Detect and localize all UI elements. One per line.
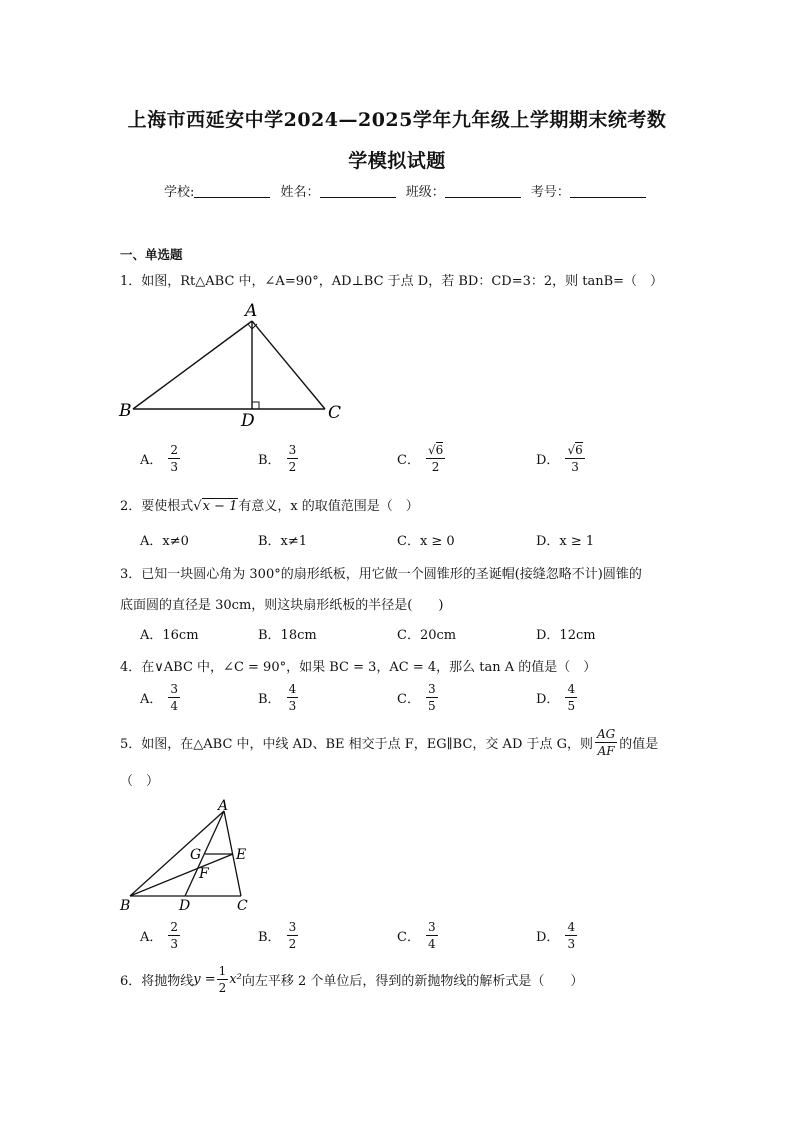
- question-2-stem: 2．要使根式 √ x − 1 有意义，x 的取值范围是（ ）: [120, 499, 419, 514]
- q4-option-b[interactable]: B． $\frac{4}{3}$: [258, 682, 297, 713]
- question-1-stem: 1．如图，Rt△ABC 中，∠A=90°，AD⊥BC 于点 D，若 BD：CD=3：2，则 tanB=（ ）: [120, 274, 664, 289]
- student-info-row: [164, 181, 652, 200]
- q3-option-b[interactable]: B．18cm: [258, 628, 317, 643]
- q1-option-b[interactable]: B． $\frac{3}{2}$: [258, 443, 297, 474]
- q3-option-d[interactable]: D．12cm: [536, 628, 596, 643]
- q1-label-D: D: [241, 411, 255, 428]
- q5-label-D: D: [179, 898, 191, 914]
- q5-triangle-figure: [115, 798, 265, 916]
- name-blank[interactable]: [320, 185, 396, 198]
- q5-option-c[interactable]: C． $\frac{3}{4}$: [397, 920, 436, 951]
- q2-option-c[interactable]: C．x ≥ 0: [397, 534, 455, 549]
- q5-option-a[interactable]: A． $\frac{2}{3}$: [140, 920, 179, 951]
- exam-number-blank[interactable]: [570, 185, 646, 198]
- q5-label-C: C: [237, 898, 248, 914]
- exam-number-label: 考号：: [530, 185, 570, 200]
- q1-label-C: C: [328, 403, 342, 423]
- q1-option-d[interactable]: D． $\frac{√6}{3}$: [536, 443, 583, 474]
- q1-option-a[interactable]: A． $\frac{2}{3}$: [140, 443, 179, 474]
- q4-option-c[interactable]: C． $\frac{3}{5}$: [397, 682, 436, 713]
- q4-option-d[interactable]: D． $\frac{4}{5}$: [536, 682, 576, 713]
- q2-option-b[interactable]: B．x≠1: [258, 534, 308, 549]
- q3-option-a[interactable]: A．16cm: [140, 628, 199, 643]
- q2-option-d[interactable]: D．x ≥ 1: [536, 534, 595, 549]
- q5-label-E: E: [236, 847, 247, 863]
- q5-label-G: G: [190, 847, 202, 863]
- section-heading: 一、单选题: [120, 247, 183, 262]
- page-title-line2: 学模拟试题: [348, 150, 446, 172]
- question-5-line2: （ ）: [120, 774, 160, 789]
- question-3-line2: 底面圆的直径是 30cm，则这块扇形纸板的半径是( ): [120, 598, 444, 613]
- name-label: 姓名：: [280, 185, 320, 200]
- question-4-stem: 4．在∨ABC 中，∠C = 90°，如果 BC = 3，AC = 4，那么 tan A 的值是（ ）: [120, 660, 597, 675]
- q1-option-c[interactable]: C． $\frac{√6}{2}$: [397, 443, 444, 474]
- q5-option-b[interactable]: B． $\frac{3}{2}$: [258, 920, 297, 951]
- q5-label-F: F: [199, 866, 209, 882]
- q5-label-A: A: [218, 798, 229, 814]
- q1-label-B: B: [119, 401, 132, 421]
- q3-option-c[interactable]: C．20cm: [397, 628, 457, 643]
- question-5-stem: 5．如图，在△ABC 中，中线 AD、BE 相交于点 F，EG∥BC，交 AD 于点 G，则 $\frac{AG}{AF}$ 的值是: [120, 727, 659, 758]
- q5-label-B: B: [120, 898, 131, 914]
- question-6-stem: 6．将抛物线 y = $\frac{1}{2}$ x² 向左平移 2 个单位后，得到的新抛物线的解析式是（ ）: [120, 964, 584, 995]
- question-3-line1: 3．已知一块圆心角为 300°的扇形纸板，用它做一个圆锥形的圣诞帽(接缝忽略不计)圆锥的: [120, 567, 642, 582]
- q1-triangle-figure: [115, 298, 350, 428]
- class-blank[interactable]: [445, 185, 521, 198]
- q2-option-a[interactable]: A．x≠0: [140, 534, 189, 549]
- school-blank[interactable]: [194, 185, 270, 198]
- q1-label-A: A: [245, 301, 258, 321]
- page-title: 上海市西延安中学2024—2025学年九年级上学期期末统考数: [127, 109, 667, 131]
- class-label: 班级：: [405, 185, 445, 200]
- school-label: 学校:: [164, 185, 195, 200]
- q4-option-a[interactable]: A． $\frac{3}{4}$: [140, 682, 179, 713]
- q5-option-d[interactable]: D． $\frac{4}{3}$: [536, 920, 576, 951]
